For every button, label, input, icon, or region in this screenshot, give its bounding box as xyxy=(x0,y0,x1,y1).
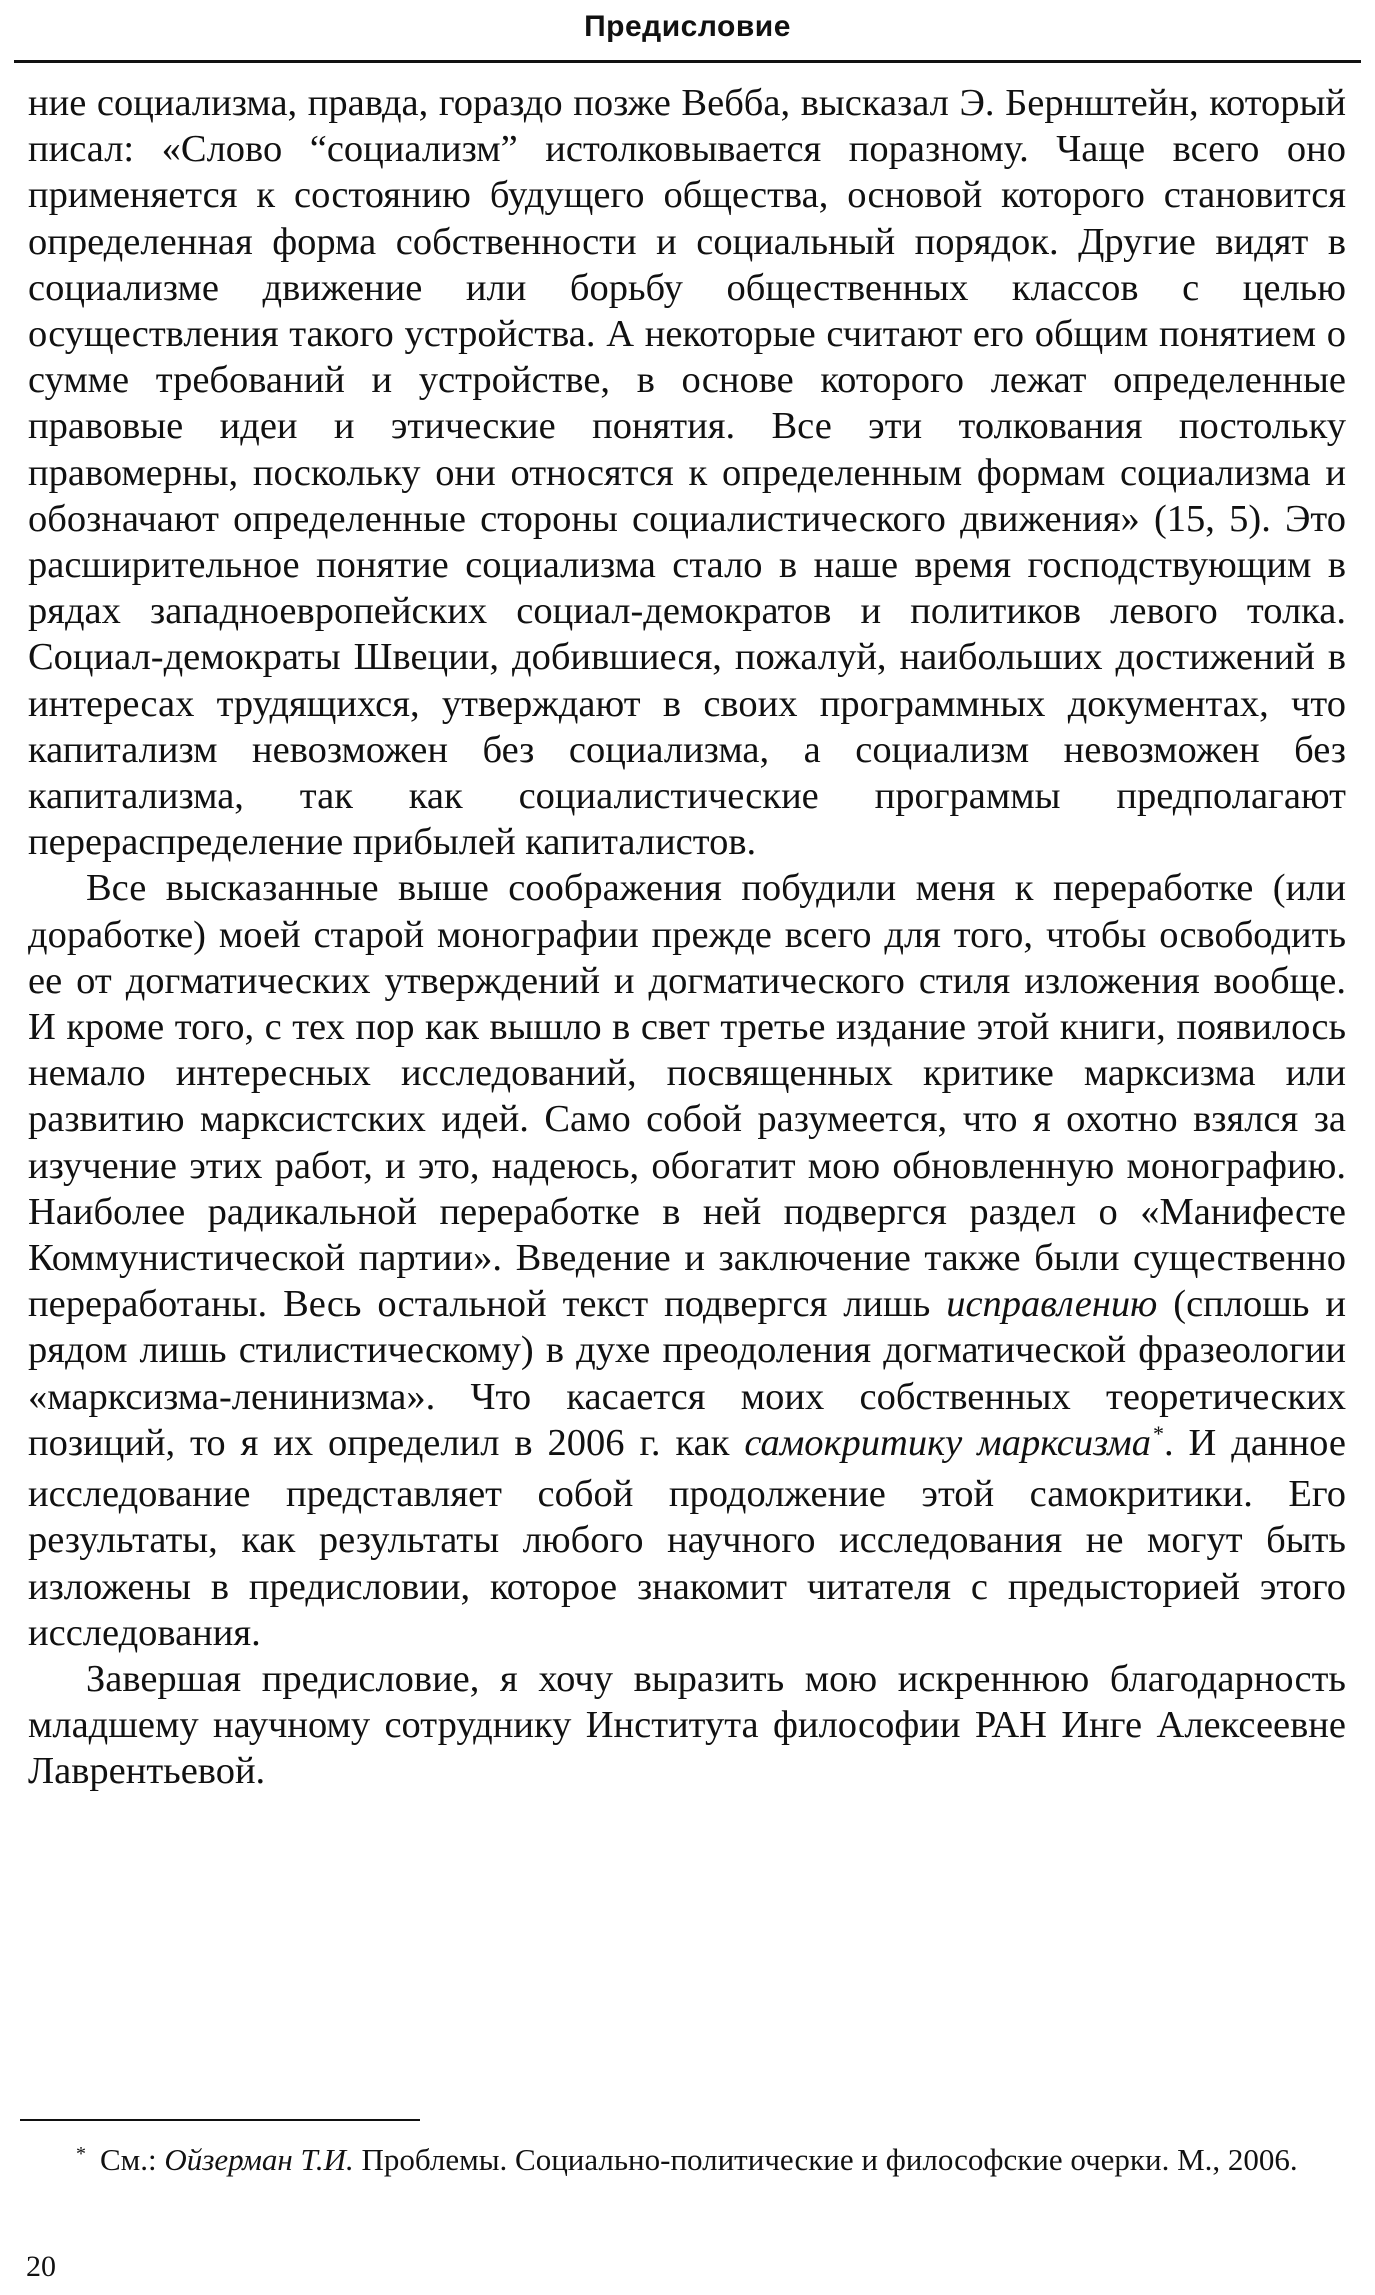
paragraph-2 xyxy=(28,865,1346,1655)
running-title: Предисловие xyxy=(584,10,791,43)
paragraph-1: ние социализма, правда, гораздо позже Вебба, высказал Э. Бернштейн, который писал: «Слово “социализм” истолковывается поразному. Чаще всего оно применяется к состоянию будущего общества, основой которого становится определенная форма собственности и социальный порядок. Другие видят в социализме движение или борьбу общественных классов с целью осуществления такого устройства. А некоторые считают его общим понятием о сумме требований и устройстве, в основе которого лежат определенные правовые идеи и этические понятия. Все эти толкования постольку правомерны, поскольку они относятся к определенным формам социализма и обозначают определенные стороны социалистического движения» (15, 5). Это расширительное понятие социализма стало в наше время господствующим в рядах западноевропейских социал-демократов и политиков левого толка. Социал-демократы Швеции, добившиеся, пожалуй, наибольших достижений в интересах трудящихся, утверждают в своих программных документах, что капитализм невозможен без социализма, а социализм невозможен без капитализма, так как социалистические программы предполагают перераспределение прибылей капиталистов. xyxy=(28,82,1346,864)
footnote-prefix: См.: xyxy=(100,2142,165,2177)
footnote-rule xyxy=(20,2119,420,2121)
footnote-reference-mark: * xyxy=(1152,1420,1164,1446)
footnote-mark: * xyxy=(76,2143,86,2165)
paragraph-2-part-c: . И данное исследование представляет собой продолжение этой самокритики. Его результаты, как результаты любого научного исследования не могут быть изложены в предисловии, которое знакомит читателя с предысторией этого исследования. xyxy=(28,1421,1346,1654)
paragraph-2-part-a: Все высказанные выше соображения побудили меня к переработке (или доработке) моей старой монографии прежде всего для того, чтобы освободить ее от догматических утверждений и догматического стиля изложения вообще. И кроме того, с тех пор как вышло в свет третье издание этой книги, появилось немало интересных исследований, посвященных критике марксизма или развитию марксистских идей. Само собой разумеется, что я охотно взялся за изучение этих работ, и это, надеюсь, обогатит мою обновленную монографию. Наиболее радикальной переработке в ней подвергся раздел о «Манифесте Коммунистической партии». Введение и заключение также были существенно переработаны. Весь остальной текст подвергся лишь xyxy=(28,867,1346,1326)
paragraph-3: Завершая предисловие, я хочу выразить мою искреннюю благодарность младшему научному сотруднику Института философии РАН Инге Алексеевне Лаврентьевой. xyxy=(28,1657,1346,1793)
main-text xyxy=(28,80,1346,1795)
header-rule xyxy=(14,60,1361,63)
emphasis-correction: исправлению xyxy=(946,1283,1158,1326)
footnote-citation: Проблемы. Социально-политические и философские очерки. М., 2006. xyxy=(353,2142,1298,2177)
footnote xyxy=(28,2140,1346,2184)
page-number: 20 xyxy=(26,2250,56,2283)
emphasis-self-criticism: самокритику марксизма xyxy=(744,1421,1151,1464)
footnote-author: Ойзерман Т.И. xyxy=(164,2142,354,2177)
paragraph-2-part-b: (сплошь и рядом лишь стилистическому) в духе преодоления догматической фразеологии «марксизма-ленинизма». Что касается моих собственных теоретических позиций, то я их определил в 2006 г. как xyxy=(28,1283,1346,1464)
